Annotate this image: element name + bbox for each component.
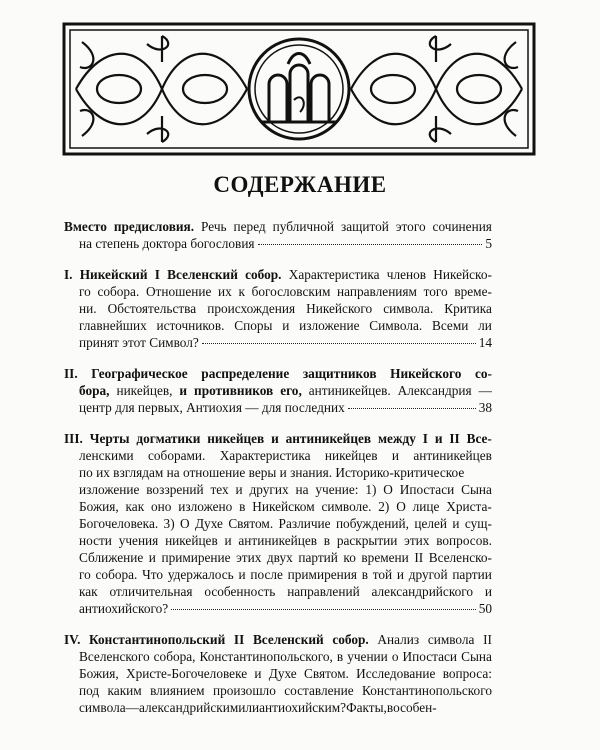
toc-word: Критика (444, 301, 492, 316)
toc-entry-line (64, 549, 492, 566)
toc-word: Что (142, 567, 164, 582)
toc-word: в (323, 533, 331, 548)
toc-word: 2) (378, 499, 390, 514)
toc-word: 3) (163, 516, 175, 531)
toc-word: после (250, 567, 283, 582)
toc-word: на (295, 482, 309, 497)
toc-word: Сына (461, 482, 492, 497)
toc-word: этих (236, 550, 262, 565)
toc-word: го (79, 567, 91, 582)
toc-word: Никейско- (433, 267, 492, 282)
toc-word: Никейский (79, 267, 148, 282)
toc-word: в (361, 567, 368, 582)
toc-entry-line (64, 447, 492, 464)
toc-word: соборами. (148, 448, 206, 463)
toc-word: Александрия (397, 383, 472, 398)
toc-word: Духе (194, 516, 223, 531)
toc-word: примирения (287, 567, 357, 582)
toc-word: Всеми (431, 318, 469, 333)
toc-word: направлений (287, 584, 360, 599)
toc-word: времени (361, 550, 409, 565)
toc-word: — (478, 383, 492, 398)
toc-word: александрийским (138, 700, 239, 715)
toc-word: Отношение (145, 284, 212, 299)
toc-word: между (377, 431, 416, 446)
toc-word: противников (194, 383, 274, 398)
toc-word: под (79, 683, 100, 698)
toc-word: перед (233, 219, 266, 234)
toc-word: богословским (251, 284, 331, 299)
toc-word: антиникейцев (238, 533, 318, 548)
toc-word: учения (118, 533, 159, 548)
toc-word: сочинения (432, 219, 492, 234)
toc-word: изложение (79, 482, 140, 497)
toc-word: удержалось (167, 567, 234, 582)
toc-word: символа. (383, 301, 434, 316)
toc-entry-line-text (79, 600, 168, 617)
toc-entry-last-line (64, 399, 492, 416)
toc-word: о (391, 649, 399, 664)
toc-word: и (238, 567, 246, 582)
toc-entry-line (64, 464, 492, 481)
toc-entry-line (64, 566, 492, 583)
toc-word: Символа. (369, 318, 423, 333)
toc-entry-line (64, 430, 492, 447)
toc-word: О (180, 516, 190, 531)
toc-word: Никейского (390, 366, 462, 381)
toc-word: Черты (89, 431, 130, 446)
toc-word: и (391, 448, 399, 463)
toc-word: изложение (299, 318, 360, 333)
toc-word: антиникейцев. (308, 383, 391, 398)
toc-word: Различие (278, 516, 331, 531)
toc-word: и (148, 550, 156, 565)
toc-word: направлениям (337, 284, 417, 299)
dot-leader (171, 609, 476, 610)
toc-entry-line (64, 583, 492, 600)
toc-word: антиникейцев (285, 431, 372, 446)
toc-word: Характеристика (219, 448, 311, 463)
toc-word: Христе-Богочеловеке (125, 666, 248, 681)
toc-word: О (396, 499, 406, 514)
toc-word: IV. (64, 632, 81, 647)
toc-word: собора. (95, 567, 138, 582)
toc-word: учение: (315, 482, 359, 497)
toc-entry[interactable] (64, 218, 492, 252)
page-title: СОДЕРЖАНИЕ (213, 172, 387, 197)
toc-word: ности (79, 533, 112, 548)
toc-word: I (422, 431, 428, 446)
toc-word: его, (280, 383, 302, 398)
toc-entry[interactable] (64, 365, 492, 416)
toc-word: партии (452, 567, 492, 582)
toc-word: и (282, 318, 290, 333)
dot-leader (258, 244, 483, 245)
toc-word: особен- (393, 700, 437, 715)
toc-word: никейцев (165, 533, 218, 548)
toc-word: Святом. (303, 666, 349, 681)
toc-entry[interactable] (64, 266, 492, 351)
toc-entry-line (64, 481, 492, 498)
toc-entry-last-line (64, 600, 492, 617)
toc-word: Никейского (306, 301, 373, 316)
toc-word: антиникейцев (413, 448, 492, 463)
toc-word: ли (478, 318, 492, 333)
toc-word: со- (475, 366, 492, 381)
toc-word: другой (408, 567, 448, 582)
toc-entry-line (64, 365, 492, 382)
toc-word: Речь (201, 219, 227, 234)
toc-word: Обстоятельства (107, 301, 197, 316)
toc-entry-line (64, 665, 492, 682)
toc-word: ни. (79, 301, 97, 316)
toc-entry[interactable] (64, 631, 492, 716)
toc-word: особенность (204, 584, 276, 599)
toc-entry-line (64, 648, 492, 665)
toc-word: тех (210, 482, 229, 497)
toc-word: как (125, 499, 145, 514)
toc-entry-line (64, 218, 492, 235)
toc-word: и (396, 567, 405, 582)
toc-word: и (224, 533, 232, 548)
toc-word: двух (266, 550, 293, 565)
toc-word: II. (64, 366, 78, 381)
toc-word: влиянием (150, 683, 205, 698)
toc-word: в (239, 499, 246, 514)
toc-word: II (233, 632, 245, 647)
toc-entry-line-text (79, 399, 345, 416)
toc-word: александрийского (371, 584, 474, 599)
toc-word: раскрытии (336, 533, 398, 548)
toc-word: никейцев, (116, 383, 173, 398)
toc-word: целей (414, 516, 448, 531)
toc-word: Ипостаси (399, 482, 455, 497)
toc-word: Святом. (228, 516, 274, 531)
toc-word: принят этот Символ? (79, 335, 199, 350)
toc-word: или (238, 700, 260, 715)
toc-word: предисловия. (113, 219, 195, 234)
toc-word: побуждений, (335, 516, 409, 531)
toc-word: Христа- (446, 499, 492, 514)
toc-word: II (414, 550, 424, 565)
page-number: 50 (478, 601, 492, 616)
toc-word: Характеристика (288, 267, 380, 282)
dot-leader (202, 343, 476, 344)
toc-word: го (79, 284, 91, 299)
toc-word: догматики (136, 431, 201, 446)
toc-word: II (483, 632, 492, 647)
toc-word: центр для первых, Антиохия — для последних (79, 400, 345, 415)
toc-word: собор. (332, 632, 369, 647)
toc-word: ленскими (79, 448, 134, 463)
toc-word: Вместо (64, 219, 107, 234)
toc-word: публичной (272, 219, 334, 234)
toc-word: бора, (79, 383, 110, 398)
toc-word: Вселенский (167, 267, 238, 282)
toc-word: I (154, 267, 160, 282)
page-number: 5 (485, 236, 492, 251)
toc-word: в (386, 700, 394, 715)
toc-word: антиохийским? (259, 700, 347, 715)
toc-entry-line (64, 266, 492, 283)
toc-word: Анализ (377, 632, 420, 647)
toc-word: Константинопольского (362, 683, 492, 698)
toc-word: происхождения (207, 301, 296, 316)
toc-entry-line (64, 631, 492, 648)
toc-entry-line (64, 283, 492, 300)
toc-word: составление (284, 683, 354, 698)
toc-word: партий (298, 550, 338, 565)
toc-word: лице (412, 499, 440, 514)
toc-word: как (79, 584, 98, 599)
toc-word: Ипостаси (402, 649, 458, 664)
toc-word: защитников (302, 366, 377, 381)
toc-word: других (249, 482, 289, 497)
toc-word: Божия, (79, 499, 119, 514)
toc-word: распределение (201, 366, 290, 381)
toc-word: той (372, 567, 393, 582)
toc-word: Все- (466, 431, 492, 446)
toc-word: Богочеловека. (79, 516, 159, 531)
toc-entry-line-text (79, 334, 199, 351)
toc-word: вопросов. (436, 533, 492, 548)
toc-entry-last-line (64, 334, 492, 351)
toc-word: Константинопольского, (199, 649, 333, 664)
toc-word: Споры (234, 318, 273, 333)
toc-word: по их взглядам на отношение веры и знания. Историко-критическое (79, 465, 465, 480)
toc-word: к (238, 284, 245, 299)
toc-word: главнейших (79, 318, 147, 333)
toc-word: изложено (178, 499, 233, 514)
toc-word: и (179, 383, 188, 398)
toc-word: собора. (97, 284, 140, 299)
toc-word: антиохийского? (79, 601, 169, 616)
toc-word: на степень доктора богословия (79, 236, 255, 251)
toc-word: О (383, 482, 393, 497)
toc-entry-line (64, 317, 492, 334)
toc-word: Исследование (356, 666, 436, 681)
toc-word: никейцев (207, 431, 265, 446)
toc-word: и (434, 431, 443, 446)
toc-word: III. (64, 431, 83, 446)
toc-word: 1) (365, 482, 377, 497)
toc-word: Никейском (252, 499, 315, 514)
toc-word: произошло (212, 683, 276, 698)
toc-word: Географическое (91, 366, 188, 381)
toc-word: членов (386, 267, 427, 282)
toc-word: символа (427, 632, 475, 647)
toc-word: в (336, 649, 344, 664)
toc-entry-line (64, 300, 492, 317)
toc-word: того (423, 284, 448, 299)
toc-word: Сына (461, 649, 492, 664)
toc-word: Вселенский (252, 632, 324, 647)
toc-word: Факты, (346, 700, 387, 715)
toc-word: Вселенского (79, 649, 150, 664)
toc-word: воззрений (146, 482, 204, 497)
toc-word: оно (151, 499, 172, 514)
page-number: 38 (478, 400, 492, 415)
toc-word: защитой (340, 219, 389, 234)
toc-word: отличительная (109, 584, 193, 599)
toc-word: и (235, 482, 243, 497)
toc-word: каким (107, 683, 142, 698)
toc-entry-last-line (64, 235, 492, 252)
toc-word: Константинопольский (89, 632, 226, 647)
toc-word: этого (395, 219, 426, 234)
toc-word: и (254, 666, 262, 681)
toc-word: этих (404, 533, 430, 548)
dot-leader (348, 408, 476, 409)
toc-word: Божия, (79, 666, 119, 681)
toc-word: и (484, 584, 492, 599)
toc-word: и (452, 516, 460, 531)
toc-word: сущ- (464, 516, 492, 531)
toc-word: — (125, 700, 139, 715)
toc-word: собор. (245, 267, 282, 282)
toc-word: источников. (156, 318, 225, 333)
toc-word: примирение (161, 550, 231, 565)
ornament-graphic (62, 22, 536, 156)
toc-entry-line (64, 515, 492, 532)
toc-entry-line (64, 382, 492, 399)
toc-word: Духе (268, 666, 297, 681)
toc-word: II (449, 431, 460, 446)
table-of-contents (64, 218, 492, 730)
temple-medallion-icon (249, 39, 349, 139)
toc-word: символе. (321, 499, 372, 514)
toc-word: собора, (153, 649, 196, 664)
toc-word: ко (343, 550, 356, 565)
toc-word: Вселенско- (428, 550, 492, 565)
toc-entry-line-text (79, 235, 255, 252)
toc-word: их (218, 284, 232, 299)
toc-word: време- (454, 284, 492, 299)
toc-entry-line (64, 498, 492, 515)
toc-word: вопроса: (442, 666, 492, 681)
ornamental-header-banner (62, 22, 536, 156)
toc-word: Сближение (79, 550, 144, 565)
toc-word: I. (64, 267, 73, 282)
toc-word: учении (347, 649, 388, 664)
toc-entry-line (64, 532, 492, 549)
page-number: 14 (478, 335, 492, 350)
toc-entry-line (64, 682, 492, 699)
toc-entry-line (64, 699, 492, 716)
toc-word: никейцев (324, 448, 378, 463)
toc-entry[interactable] (64, 430, 492, 617)
toc-word: символа (79, 700, 126, 715)
toc-word: и (271, 431, 279, 446)
